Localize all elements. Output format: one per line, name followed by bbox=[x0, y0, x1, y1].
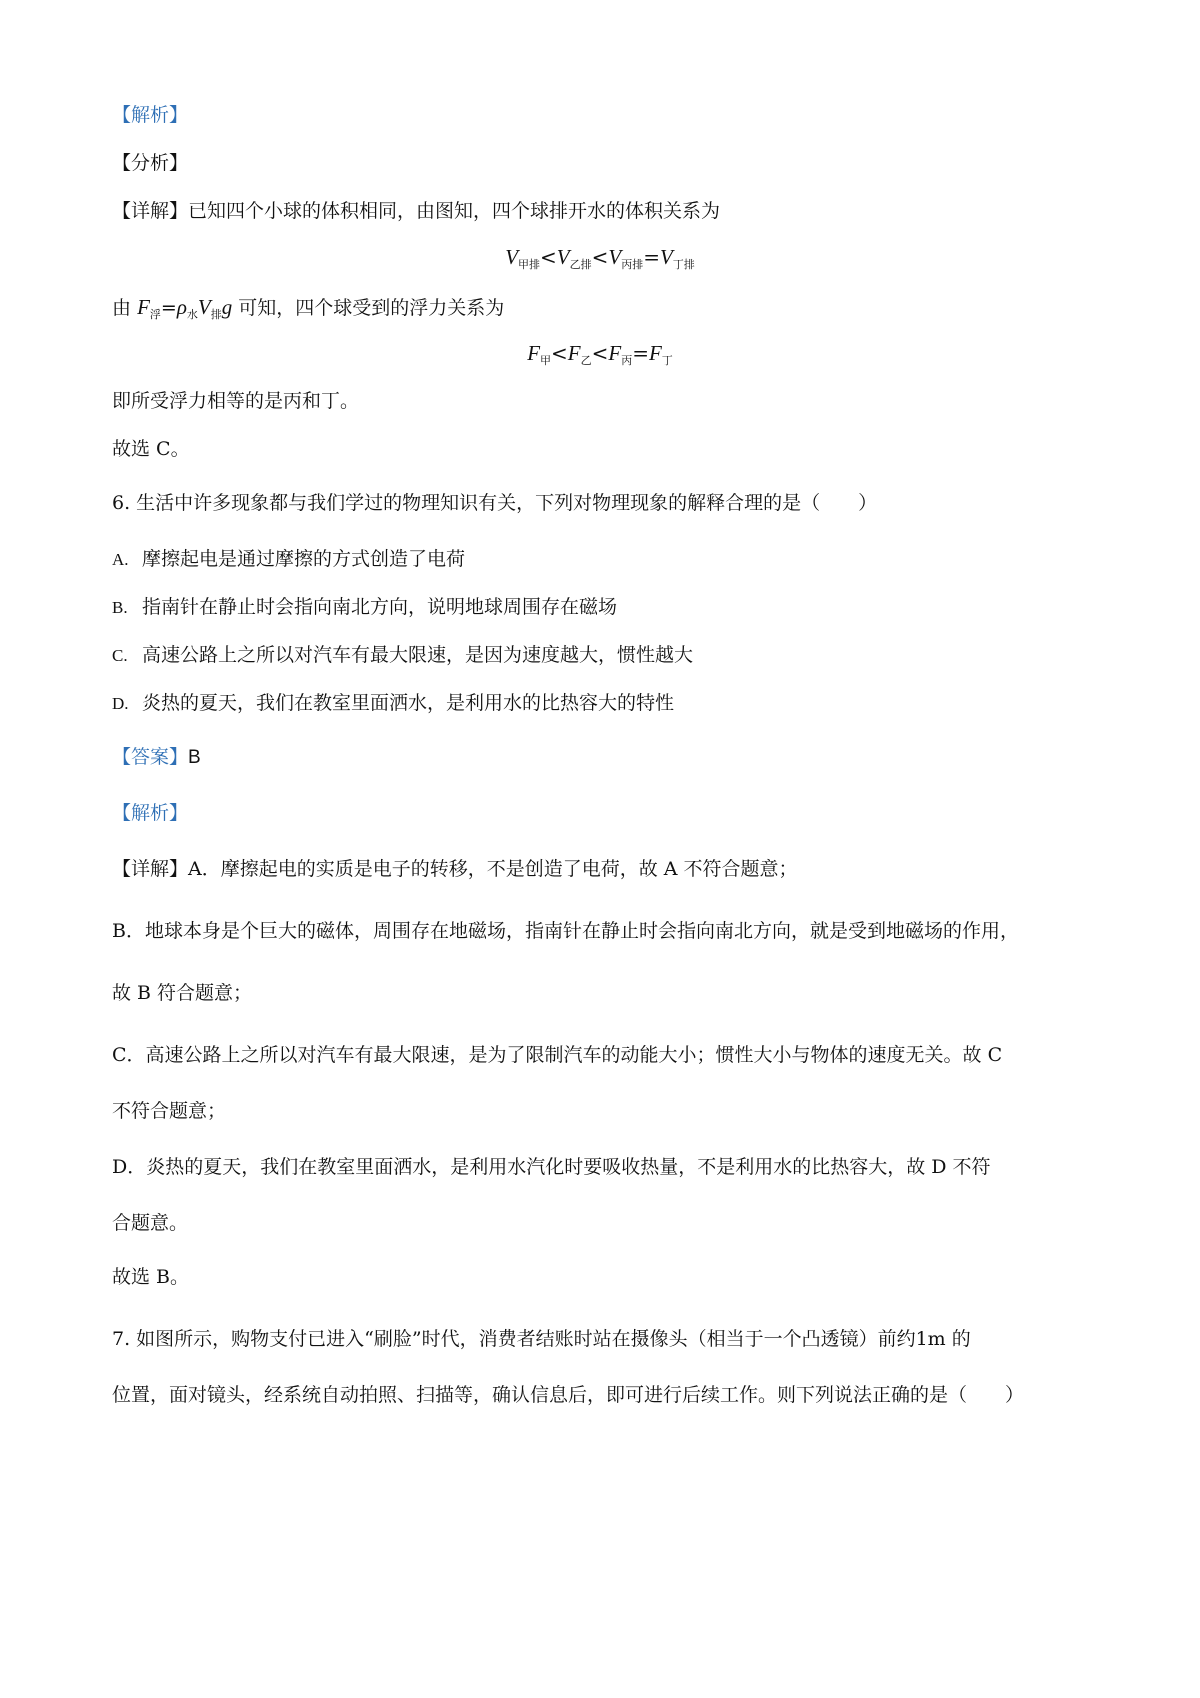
buoyancy-formula-sentence: 由 $F_浮=\rho_水V_排g$ 可知，四个球受到的浮力关系为 bbox=[112, 295, 505, 321]
analysis-label: 【解析】 bbox=[112, 104, 189, 126]
question-6-detail-line: B．地球本身是个巨大的磁体，周围存在地磁场，指南针在静止时会指向南北方向，就是受到地磁场的作用， bbox=[112, 920, 1019, 942]
question-7-stem-line-2: 位置，面对镜头，经系统自动拍照、扫描等，确认信息后，即可进行后续工作。则下列说法正确的是（ ） bbox=[112, 1384, 1025, 1406]
question-6-detail-line: C．高速公路上之所以对汽车有最大限速，是为了限制汽车的动能大小；惯性大小与物体的速度无关。故 C bbox=[112, 1044, 1003, 1066]
question-7-stem-line-1: 7. 如图所示，购物支付已进入“刷脸”时代，消费者结账时站在摄像头（相当于一个凸透镜）前约1m 的 bbox=[112, 1328, 971, 1350]
volume-relation-equation: $V_{甲排}<V_{乙排}<V_{丙排}=V_{丁排}$ bbox=[505, 245, 695, 271]
question-6-detail-line: 故选 B。 bbox=[112, 1266, 190, 1288]
question-6-detail-line: D．炎热的夏天，我们在教室里面洒水，是利用水汽化时要吸收热量，不是利用水的比热容大，故 D 不符 bbox=[112, 1156, 991, 1178]
question-6-option-b: B. 指南针在静止时会指向南北方向，说明地球周围存在磁场 bbox=[112, 596, 618, 618]
question-6-detail-line: 【详解】A．摩擦起电的实质是电子的转移，不是创造了电荷，故 A 不符合题意； bbox=[112, 858, 798, 880]
question-6-stem: 6. 生活中许多现象都与我们学过的物理知识有关，下列对物理现象的解释合理的是（ ） bbox=[112, 492, 878, 514]
question-6-detail-line: 不符合题意； bbox=[112, 1100, 227, 1122]
question-6-answer: 【答案】B bbox=[112, 746, 201, 768]
buoyancy-relation-equation: $F_甲<F_乙<F_丙=F_丁$ bbox=[527, 341, 673, 367]
symbol-v: V bbox=[505, 245, 519, 269]
question-6-option-d: D. 炎热的夏天，我们在教室里面洒水，是利用水的比热容大的特性 bbox=[112, 692, 675, 714]
choice-text: 故选 C。 bbox=[112, 438, 190, 460]
question-6-option-c: C. 高速公路上之所以对汽车有最大限速，是因为速度越大，惯性越大 bbox=[112, 644, 694, 666]
question-6-detail-line: 故 B 符合题意； bbox=[112, 982, 253, 1004]
detail-paragraph-1: 【详解】已知四个小球的体积相同，由图知，四个球排开水的体积关系为 bbox=[112, 200, 721, 222]
question-6-option-a: A. 摩擦起电是通过摩擦的方式创造了电荷 bbox=[112, 548, 466, 570]
question-6-detail-line: 合题意。 bbox=[112, 1212, 189, 1234]
conclusion-text: 即所受浮力相等的是丙和丁。 bbox=[112, 390, 360, 412]
question-6-analysis-label: 【解析】 bbox=[112, 802, 189, 824]
analysis-subhead: 【分析】 bbox=[112, 152, 189, 174]
